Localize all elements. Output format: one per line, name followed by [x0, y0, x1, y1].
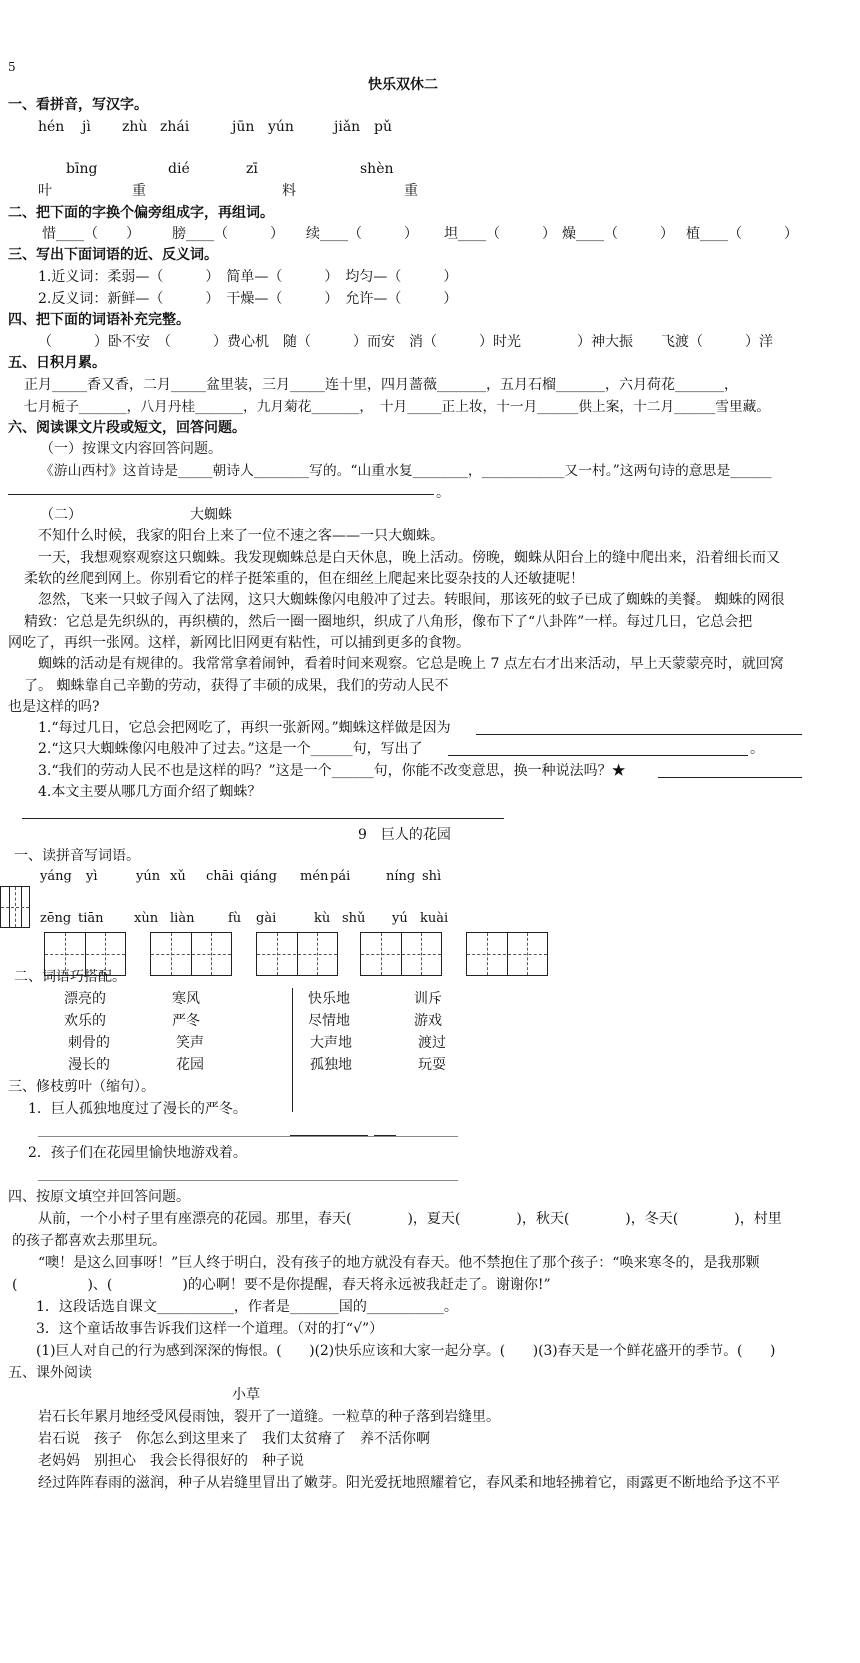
fill-item-2: 膀____（ ）: [172, 226, 284, 242]
pinyin-3: zhù: [122, 119, 148, 135]
pinyin-12: shèn: [360, 161, 394, 177]
fill-item-1: 惜____（ ）: [42, 226, 140, 242]
match-col2-1: 寒风: [172, 991, 200, 1007]
question-2: 2.“这只大蜘蛛像闪电般冲了过去。”这是一个______句，写出了: [38, 741, 423, 757]
question-2-end: 。: [750, 741, 764, 757]
story-title-spider: 大蜘蛛: [190, 507, 232, 523]
pinyin-l9-11: zēng: [40, 911, 72, 926]
question-4: 4.本文主要从哪几方面介绍了蜘蛛？: [38, 784, 262, 800]
grass-p1: 岩石长年累月地经受风侵雨蚀，裂开了一道缝。一粒草的种子落到岩缝里。: [38, 1409, 500, 1425]
fill-item-3: 续____（ ）: [306, 226, 418, 242]
pinyin-10: dié: [168, 161, 190, 177]
match-col1-1: 漂亮的: [64, 991, 106, 1007]
section-4-heading: 四、把下面的词语补充完整。: [8, 312, 190, 328]
column-divider: [292, 988, 293, 1112]
spider-p2a: 一天，我想观察观察这只蜘蛛。我发现蜘蛛总是白天休息，晚上活动。傍晚，蜘蛛从阳台上的缝中爬出来，沿着细长而又: [38, 550, 780, 566]
match-col1-4: 漫长的: [68, 1057, 110, 1073]
story-title-grass: 小草: [232, 1387, 260, 1403]
grass-p2: 岩石说 孩子 你怎么到这里来了 我们太贫瘠了 养不活你啊: [38, 1431, 430, 1447]
pinyin-l9-9: níng: [386, 869, 416, 884]
pinyin-7: jiǎn: [334, 119, 361, 135]
match-col3-4: 孤独地: [310, 1057, 352, 1073]
match-col1-3: 刺骨的: [68, 1035, 110, 1051]
garden-p1a: 从前，一个小村子里有座漂亮的花园。那里，春天( )，夏天( )，秋天( )，冬天( )，村里: [38, 1211, 782, 1227]
match-col2-4: 花园: [176, 1057, 204, 1073]
poem-question: 《游山西村》这首诗是_____朝诗人________写的。“山重水复________，____________又一村。”这两句诗的意思是______: [40, 463, 772, 479]
answer-line: [38, 1136, 458, 1137]
spider-p3b: 精致：它总是先织纵的，再织横的，然后一圈一圈地织，织成了八角形，像布下了“八卦阵”一样。每过几日，它总会把: [24, 614, 753, 630]
pinyin-11: zī: [246, 161, 258, 177]
fill-item-6: 植____（ ）: [686, 226, 798, 242]
match-col1-2: 欢乐的: [64, 1013, 106, 1029]
pinyin-l9-16: gài: [256, 911, 277, 926]
char-2: 重: [132, 183, 146, 199]
garden-p1b: 的孩子都喜欢去那里玩。: [12, 1233, 166, 1249]
pinyin-2: jì: [82, 119, 91, 135]
pinyin-l9-12: tiān: [78, 911, 104, 926]
lesson-section-5-heading: 五、课外阅读: [8, 1365, 92, 1381]
garden-question-3-options: (1)巨人对自己的行为感到深深的悔恨。( )(2)快乐应该和大家一起分享。( )(3)春天是一个鲜花盛开的季节。( ): [36, 1343, 776, 1359]
fill-item-4: 坦____（ ）: [444, 226, 556, 242]
pinyin-4: zhái: [160, 119, 190, 135]
synonym-line: 1.近义词：柔弱—（ ） 简单—（ ） 均匀—（ ）: [38, 269, 458, 285]
spider-p4b: 了。 蜘蛛靠自己辛勤的劳动，获得了丰硕的成果，我们的劳动人民不: [24, 678, 449, 694]
page-number: 5: [8, 60, 16, 74]
pinyin-l9-1: yáng: [40, 869, 72, 884]
lesson-section-4-heading: 四、按原文填空并回答问题。: [8, 1189, 190, 1205]
writing-box[interactable]: [256, 932, 338, 976]
pinyin-l9-2: yì: [86, 869, 98, 884]
match-col4-3: 渡过: [418, 1035, 446, 1051]
pinyin-6: yún: [268, 119, 294, 135]
lesson-section-3-heading: 三、修枝剪叶（缩句）。: [8, 1079, 155, 1095]
garden-question-1: 1．这段话选自课文___________，作者是_______国的___________。: [36, 1299, 458, 1315]
spider-p2b: 柔软的丝爬到网上。你别看它的样子挺笨重的，但在细丝上爬起来比耍杂技的人还敏捷呢！: [24, 571, 584, 587]
lesson-section-1-heading: 一、读拼音写词语。: [14, 848, 140, 864]
flower-line-1: 正月_____香又香，二月_____盆里装，三月_____连十里，四月蔷薇_______，五月石榴_______，六月荷花_______，: [24, 377, 738, 393]
question-1: 1.“每过几日，它总会把网吃了，再织一张新网。”蜘蛛这样做是因为: [38, 720, 451, 736]
answer-line: [448, 755, 748, 756]
garden-p2a: “噢！是这么回事呀！”巨人终于明白，没有孩子的地方就没有春天。他不禁抱住了那个孩子：“唤来寒冬的，是我那颗: [38, 1255, 760, 1271]
idiom-line: （ ）卧不安 （ ）费心机 随（ ）而安 消（ ）时光 ）神大振 飞渡（ ）洋: [38, 334, 773, 350]
pinyin-9: bīng: [66, 161, 98, 177]
spider-p1: 不知什么时候，我家的阳台上来了一位不速之客——一只大蜘蛛。: [38, 528, 444, 544]
garden-p2b: ( )、( )的心啊！要不是你提醒，春天将永远被我赶走了。谢谢你!”: [12, 1277, 551, 1293]
pinyin-l9-8: pái: [330, 869, 351, 884]
pinyin-l9-3: yún: [136, 869, 161, 884]
pinyin-l9-14: liàn: [170, 911, 195, 926]
pinyin-l9-17: kù: [314, 911, 331, 926]
answer-line: [22, 818, 504, 819]
pinyin-l9-15: fù: [228, 911, 242, 926]
spider-p3a: 忽然，飞来一只蚊子闯入了法网，这只大蜘蛛像闪电般冲了过去。转眼间，那该死的蚊子已成了蜘蛛的美餐。 蜘蛛的网很: [38, 592, 785, 608]
garden-question-3: 3．这个童话故事告诉我们这样一个道理。（对的打“√”）: [36, 1321, 384, 1337]
antonym-line: 2.反义词：新鲜—（ ） 干燥—（ ） 允许—（ ）: [38, 291, 458, 307]
pinyin-l9-6: qiáng: [240, 869, 277, 884]
match-col2-3: 笑声: [176, 1035, 204, 1051]
page-title: 快乐双休二: [368, 77, 438, 93]
writing-box[interactable]: [466, 932, 548, 976]
pinyin-l9-4: xǔ: [170, 869, 186, 884]
match-col2-2: 严冬: [172, 1013, 200, 1029]
spider-p3c: 网吃了，再织一张网。这样，新网比旧网更有粘性，可以捕到更多的食物。: [8, 635, 470, 651]
section-5-heading: 五、日积月累。: [8, 355, 106, 371]
match-col4-1: 训斥: [414, 991, 442, 1007]
answer-line: [374, 1135, 396, 1136]
shorten-sentence-2: 2．孩子们在花园里愉快地游戏着。: [28, 1145, 247, 1161]
answer-line: [290, 1135, 368, 1136]
pinyin-5: jūn: [232, 119, 255, 135]
question-3: 3.“我们的劳动人民不也是这样的吗？”这是一个______句，你能不改变意思，换一种说法吗？★: [38, 763, 626, 779]
fill-item-5: 燥____（ ）: [562, 226, 674, 242]
char-3: 料: [282, 183, 296, 199]
period: 。: [436, 485, 450, 501]
char-4: 重: [404, 183, 418, 199]
writing-grid-fragment: [0, 886, 30, 928]
match-col3-1: 快乐地: [308, 991, 350, 1007]
pinyin-8: pǔ: [374, 119, 392, 135]
lesson-title: 9 巨人的花园: [358, 827, 451, 843]
writing-box[interactable]: [150, 932, 232, 976]
answer-line: [8, 494, 434, 495]
section-2-heading: 二、把下面的字换个偏旁组成字，再组词。: [8, 205, 274, 221]
pinyin-l9-5: chāi: [206, 869, 234, 884]
grass-p4: 经过阵阵春雨的滋润，种子从岩缝里冒出了嫩芽。阳光爱抚地照耀着它，春风柔和地轻拂着它，雨露更不断地给予这不平: [38, 1475, 780, 1491]
pinyin-l9-13: xùn: [134, 911, 159, 926]
flower-line-2: 七月栀子_______，八月丹桂_______，九月菊花_______， 十月_____正上妆，十一月______供上案，十二月______雪里藏。: [24, 399, 770, 415]
grass-p3: 老妈妈 别担心 我会长得很好的 种子说: [38, 1453, 304, 1469]
spider-p4a: 蜘蛛的活动是有规律的。我常常拿着闹钟，看着时间来观察。它总是晚上 7 点左右才出来活动，早上天蒙蒙亮时，就回窝: [38, 656, 784, 672]
pinyin-l9-18: shǔ: [342, 911, 366, 926]
match-col3-2: 尽情地: [308, 1013, 350, 1029]
char-1: 叶: [38, 183, 52, 199]
pinyin-l9-10: shì: [422, 869, 442, 884]
pinyin-l9-7: mén: [300, 869, 329, 884]
reading-sub-2-label: （二）: [40, 507, 82, 523]
match-col4-2: 游戏: [414, 1013, 442, 1029]
reading-sub-1: （一）按课文内容回答问题。: [40, 441, 222, 457]
match-col3-3: 大声地: [310, 1035, 352, 1051]
section-3-heading: 三、写出下面词语的近、反义词。: [8, 247, 218, 263]
section-1-heading: 一、看拼音，写汉字。: [8, 97, 148, 113]
lesson-section-2-heading: 二、词语巧搭配。: [14, 969, 126, 985]
pinyin-l9-19: yú: [392, 911, 408, 926]
answer-line: [476, 734, 802, 735]
section-6-heading: 六、阅读课文片段或短文，回答问题。: [8, 420, 246, 436]
pinyin-1: hén: [38, 119, 65, 135]
pinyin-l9-20: kuài: [420, 911, 449, 926]
match-col4-4: 玩耍: [418, 1057, 446, 1073]
answer-line: [38, 1180, 458, 1181]
spider-p4c: 也是这样的吗?: [8, 699, 100, 715]
shorten-sentence-1: 1．巨人孤独地度过了漫长的严冬。: [28, 1101, 247, 1117]
answer-line: [658, 777, 802, 778]
writing-box[interactable]: [360, 932, 442, 976]
